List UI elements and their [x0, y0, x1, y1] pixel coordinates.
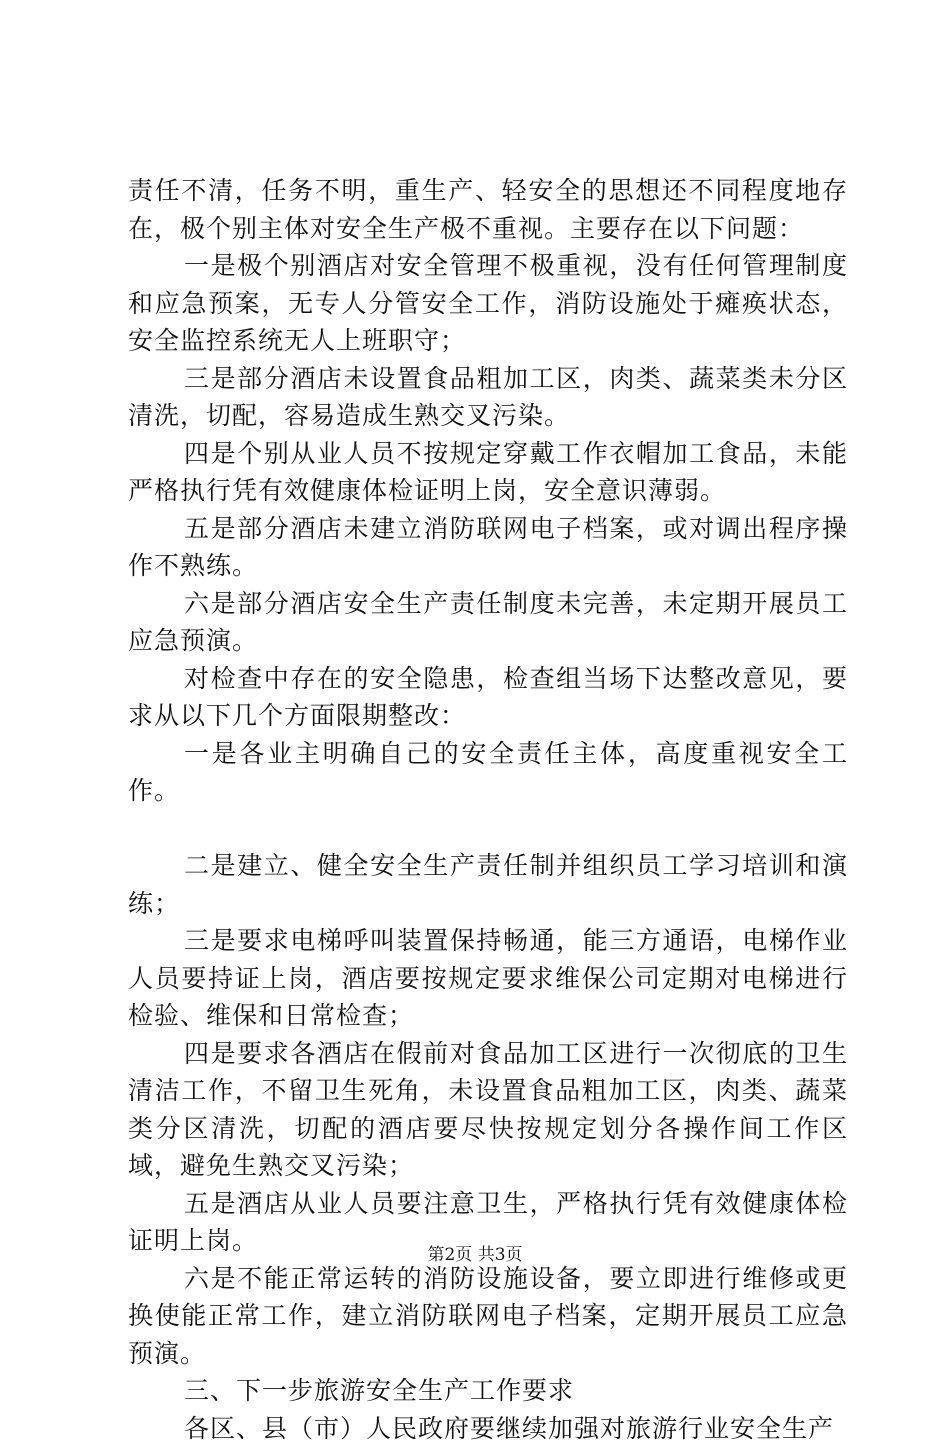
- paragraph-rectification-2: 二是建立、健全安全生产责任制并组织员工学习培训和演练；: [128, 847, 848, 922]
- blank-line: [128, 810, 848, 848]
- paragraph-rectification-4: 四是要求各酒店在假前对食品加工区进行一次彻底的卫生清洁工作，不留卫生死角，未设置食品粗加工区，肉类、蔬菜类分区清洗，切配的酒店要尽快按规定划分各操作间工作区域，避免生熟交叉污染；: [128, 1035, 848, 1185]
- section-heading: 三、下一步旅游安全生产工作要求: [128, 1372, 848, 1410]
- paragraph-rectification-1: 一是各业主明确自己的安全责任主体，高度重视安全工作。: [128, 735, 848, 810]
- paragraph-problem-5: 五是部分酒店未建立消防联网电子档案，或对调出程序操作不熟练。: [128, 510, 848, 585]
- page-number-footer: 第2页 共3页: [0, 1244, 950, 1266]
- paragraph-intro: 责任不清，任务不明，重生产、轻安全的思想还不同程度地存在，极个别主体对安全生产极不重视。主要存在以下问题：: [128, 172, 848, 247]
- paragraph-rectification-6: 六是不能正常运转的消防设施设备，要立即进行维修或更换使能正常工作，建立消防联网电子档案，定期开展员工应急预演。: [128, 1260, 848, 1373]
- paragraph-rectification-intro: 对检查中存在的安全隐患，检查组当场下达整改意见，要求从以下几个方面限期整改：: [128, 660, 848, 735]
- paragraph-problem-1: 一是极个别酒店对安全管理不极重视，没有任何管理制度和应急预案，无专人分管安全工作，消防设施处于瘫痪状态，安全监控系统无人上班职守；: [128, 247, 848, 360]
- paragraph-rectification-3: 三是要求电梯呼叫装置保持畅通，能三方通语，电梯作业人员要持证上岗，酒店要按规定要求维保公司定期对电梯进行检验、维保和日常检查；: [128, 922, 848, 1035]
- paragraph-problem-4: 四是个别从业人员不按规定穿戴工作衣帽加工食品，未能严格执行凭有效健康体检证明上岗，安全意识薄弱。: [128, 435, 848, 510]
- paragraph-problem-6: 六是部分酒店安全生产责任制度未完善，未定期开展员工应急预演。: [128, 585, 848, 660]
- paragraph-next-steps: 各区、县（市）人民政府要继续加强对旅游行业安全生产: [128, 1410, 848, 1447]
- paragraph-rectification-5: 五是酒店从业人员要注意卫生，严格执行凭有效健康体检证明上岗。: [128, 1185, 848, 1260]
- paragraph-problem-3: 三是部分酒店未设置食品粗加工区，肉类、蔬菜类未分区清洗，切配，容易造成生熟交叉污染。: [128, 360, 848, 435]
